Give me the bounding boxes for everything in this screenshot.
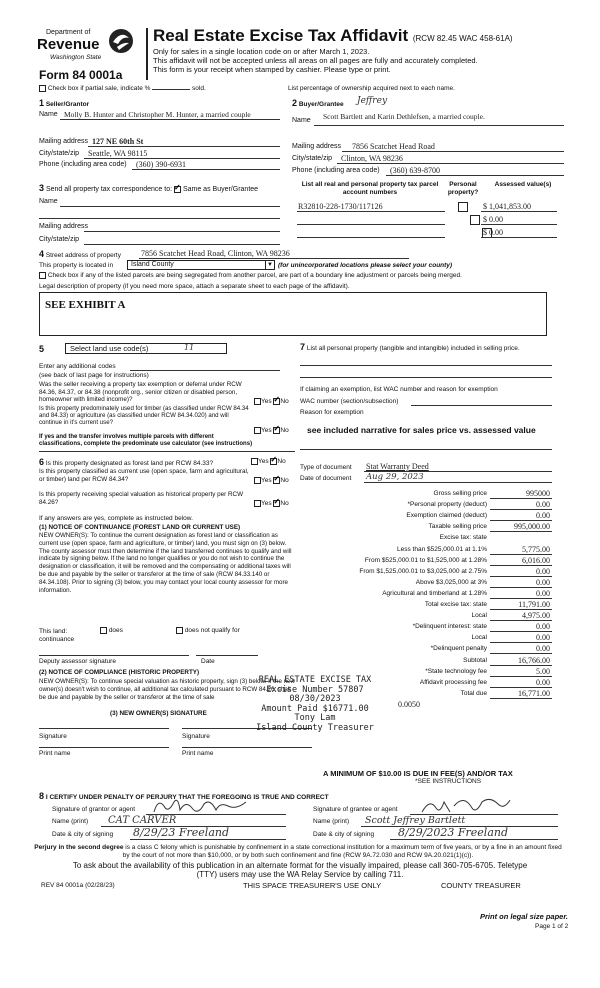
buyer-mail[interactable]: 7856 Scatchet Head Road [352, 142, 435, 151]
yes-label: Yes [261, 477, 272, 485]
timber-question-note: If yes and the transfer involves multiple parcels with different classifications, complete the predominate use calculator (see instructions) [39, 434, 253, 447]
correspondence-label: Send all property tax correspondence to: [45, 186, 173, 193]
buyer-name[interactable]: Scott Bartlett and Karin Dethlefsen, a married couple. [323, 112, 485, 121]
calc-row-label: From $525,000.01 to $1,525,000 at 1.28% [364, 556, 487, 564]
partial-sale-checkbox[interactable] [39, 85, 46, 92]
treasurer-only: THIS SPACE TREASURER'S USE ONLY [243, 881, 382, 890]
stamp-line4: Amount Paid $16771.00 [261, 703, 369, 714]
legal-description-box[interactable] [39, 292, 547, 336]
calc-row-label: Total excise tax: state [424, 601, 487, 608]
calc-row-value[interactable]: 0.00 [536, 588, 550, 598]
calc-row-value[interactable]: 11,791.00 [518, 600, 550, 609]
yes-label: Yes [258, 458, 269, 466]
header-note-1: Only for sales in a single location code on or after March 1, 2023. [153, 47, 370, 56]
calc-row-label: Excise tax: state [439, 534, 487, 542]
does-label: does [108, 627, 123, 635]
seller-mail-label: Mailing address [39, 138, 89, 145]
calc-row-value[interactable]: 6,016.00 [522, 555, 550, 565]
stamp-line6: Island County Treasurer [256, 722, 374, 733]
personal-property-checkbox-2[interactable] [470, 215, 480, 225]
historic-question: Is this property receiving special valuation as historical property per RCW 84.26? [39, 491, 244, 506]
header-note-3: This form is your receipt when stamped by cashier. Please type or print. [153, 65, 391, 74]
land-use-select[interactable] [65, 343, 227, 354]
located-note: (for unincorporated locations please select your county) [278, 262, 453, 269]
no-label: No [280, 427, 289, 435]
current-use-question: Is this property classified as current use (open space, farm and agricultural, or timber) land per RCW 84.34? [39, 468, 249, 483]
calc-row-value[interactable]: 0.00 [536, 633, 550, 643]
seller-phone[interactable]: (360) 390-6931 [136, 160, 186, 169]
dept-line2: Revenue [37, 36, 100, 53]
calc-row-value[interactable]: 0.00 [536, 577, 550, 587]
street-label: Street address of property [45, 252, 121, 259]
timber-no-checkbox[interactable] [273, 427, 280, 434]
buyer-phone[interactable]: (360) 639-8700 [390, 166, 440, 175]
assessed-value-2[interactable]: $ 0.00 [483, 215, 503, 224]
owner-sig-label-1: Signature [39, 733, 67, 740]
no-label: No [277, 458, 286, 466]
same-as-buyer-label: Same as Buyer/Grantee [182, 186, 259, 193]
calc-row-value[interactable]: 0.00 [536, 677, 550, 687]
deputy-date-label: Date [201, 658, 215, 665]
personal-col-header: Personal property? [447, 181, 479, 196]
yes-label: Yes [261, 398, 272, 406]
seller-name[interactable]: Molly B. Hunter and Christopher M. Hunter, a married couple [64, 110, 251, 119]
ownership-note: List percentage of ownership acquired next to each name. [288, 85, 455, 92]
wac-label: WAC number (section/subsection) [300, 398, 399, 405]
county-select[interactable] [127, 260, 275, 270]
land-use-value: 11 [184, 343, 195, 352]
calc-row-label: From $1,525,000.01 to $3,025,000 at 2.75% [359, 567, 487, 575]
no-label: No [280, 477, 289, 485]
owner-print-label-1: Print name [39, 750, 71, 757]
exemption-question: Was the seller receiving a property tax exemption or deferral under RCW 84.36, 84.37, or 84.38 (nonprofit org., senior citizen or disabled person, homeowner with limited income)? [39, 381, 242, 403]
forest-yes-checkbox[interactable] [251, 458, 258, 465]
personal-property-label: List all personal property (tangible and intangible) included in selling price. [306, 345, 520, 352]
calc-row-label: Local [471, 612, 487, 620]
doc-date[interactable]: Aug 29, 2023 [366, 472, 424, 482]
grantor-name[interactable]: CAT CARVER [108, 815, 177, 826]
notice3-title: (3) NEW OWNER(S) SIGNATURE [110, 710, 207, 717]
rev-number: REV 84 0001a (02/28/23) [41, 882, 115, 889]
minimum-due: A MINIMUM OF $10.00 IS DUE IN FEE(S) AND/OR TAX [323, 769, 513, 778]
seller-name-label: Name [39, 111, 58, 118]
notice1-title: (1) NOTICE OF CONTINUANCE (FOREST LAND OR CURRENT USE) [39, 524, 241, 531]
stamp-line5: Tony Lam [294, 713, 336, 723]
segregated-label: Check box if any of the listed parcels are being segregated from another parcel, are part of a boundary line adjustment or parcels being merged. [47, 272, 462, 280]
stamp-line2: Excise Number 57807 [266, 684, 364, 695]
doc-type-label: Type of document [300, 464, 352, 471]
header-note-2: This affidavit will not be accepted unless all areas on all pages are fully and accurately completed. [153, 56, 478, 65]
calc-row-label: *Delinquent penalty [430, 645, 487, 653]
buyer-mail-label: Mailing address [292, 143, 342, 150]
see-back: (see back of last page for instructions) [39, 372, 149, 379]
forest-question: Is this property designated as forest land per RCW 84.33? [45, 460, 214, 467]
assessed-value-3[interactable]: $ 0.00 [483, 228, 503, 237]
assessed-value-1[interactable]: $ 1,041,853.00 [483, 202, 531, 211]
calc-row-value[interactable]: 0.00 [536, 566, 550, 576]
grantee-date-city[interactable]: 8/29/2023 Freeland [398, 826, 509, 839]
sig-grantor-label: Signature of grantor or agent [52, 806, 136, 813]
calc-row-value[interactable]: 16,766.00 [518, 655, 550, 665]
title-rcw: (RCW 82.45 WAC 458-61A) [412, 34, 513, 43]
buyer-heading: Buyer/Grantee [298, 101, 344, 108]
dept-line1: Department of [46, 29, 91, 36]
page-number: Page 1 of 2 [535, 923, 569, 930]
land-use-label: Select land use code(s) [70, 344, 149, 353]
timber-question: Is this property predominately used for timber (as classified under RCW 84.34 and 84.33) or agriculture (as classified under RCW 84.34.020) and will continue in it's current use? [39, 405, 249, 426]
dor-swoosh-icon [107, 28, 135, 54]
calc-row-label: Affidavit processing fee [419, 678, 487, 686]
calc-row-value[interactable]: 0.00 [536, 500, 550, 510]
yes-label: Yes [261, 427, 272, 435]
calc-row-value[interactable]: 16,771.00 [518, 688, 550, 698]
partial-sale-sold: sold. [192, 85, 206, 93]
legal-label: Legal description of property (if you need more space, attach a separate sheet to each page of the affidavit). [39, 283, 350, 290]
exempt-label: If claiming an exemption, list WAC number and reason for exemption [300, 386, 498, 393]
buyer-name-label: Name [292, 117, 311, 124]
partial-sale-label: Check box if partial sale, indicate % [47, 85, 151, 93]
perjury-text: is a class C felony which is punishable by confinement in a state correctional institution for a maximum term of five years, or by a fine in an amount fixed by the court of not more than $10,000, or by both such confinement and fine (RCW 9A.72.030 and RCW 9A.20.021(1)(c)). [122, 844, 562, 859]
treasurer-stamp [255, 676, 375, 733]
form-title [153, 26, 513, 46]
grantee-date-label: Date & city of signing [313, 831, 375, 838]
notice2-body: NEW OWNER(S): To continue special valuation as historic property, sign (3) below. If the new owner(s) doesn't wish to continue, all additional tax calculated pursuant to RCW 84.26, shall be due and payable by the seller or transferor at the time of sale [39, 678, 295, 701]
calc-row-label: Total due [460, 689, 487, 697]
owner-print-label-2: Print name [182, 750, 214, 757]
reason-label: Reason for exemption [300, 409, 364, 416]
partial-sale-row [39, 85, 206, 92]
exemption-yes-checkbox[interactable] [254, 398, 261, 405]
personal-property-checkbox-1[interactable] [458, 202, 468, 212]
doc-type[interactable]: Stat Warranty Deed [366, 462, 429, 471]
located-label: This property is located in [39, 262, 114, 269]
calc-row-value[interactable]: 0.00 [536, 511, 550, 521]
current-use-no-checkbox[interactable] [273, 477, 280, 484]
calc-row-value[interactable]: 995000 [526, 489, 550, 498]
notice2-title: (2) NOTICE OF COMPLIANCE (HISTORIC PROPERTY) [39, 669, 200, 676]
perjury-bold: Perjury in the second degree [34, 844, 124, 851]
does-not-label: does not qualify for [184, 627, 240, 635]
see-instructions: *SEE INSTRUCTIONS [415, 778, 482, 785]
additional-codes-label: Enter any additional codes [39, 363, 116, 370]
calc-row-label: Agricultural and timberland at 1.28% [382, 589, 487, 597]
yes-label: Yes [261, 500, 272, 508]
accessibility-notice: To ask about the availability of this publication in an alternate format for the visually impaired, please call 360-705-6705. Teletype (TTY) users may use the WA Relay Service by calling 711. [72, 861, 528, 879]
no-label: No [280, 500, 289, 508]
answers-note: If any answers are yes, complete as instructed below. [39, 515, 193, 522]
calc-row-label: Taxable selling price [428, 523, 487, 531]
seller-mail[interactable]: 127 NE 60th St [92, 137, 144, 146]
grantor-date-city[interactable]: 8/29/23 Freeland [133, 826, 230, 839]
calc-row-label: *Personal property (deduct) [407, 501, 487, 509]
buyer-phone-label: Phone (including area code) [292, 167, 380, 174]
notice1-body: NEW OWNER(S): To continue the current designation as forest land or classification as current use (open space, farm and agriculture, or timber) land, you must sign on (3) below. The county assessor must then determine if the land transferred continues to qualify and will indicate by signing below. If the land no longer qualifies or you do not wish to continue the designation or classification, it will be removed and the compensating or additional taxes will be due and payable by the seller or transferor at the time of sale (RCW 84.33.140 or 84.34.108). Prior to signing (3) below, you may contact your local county assessor for more information. [39, 532, 292, 594]
seller-phone-label: Phone (including area code) [39, 161, 127, 168]
no-label: No [280, 398, 289, 406]
local-rate: 0.0050 [398, 700, 420, 709]
certify-heading: I CERTIFY UNDER PENALTY OF PERJURY THAT THE FOREGOING IS TRUE AND CORRECT [45, 794, 329, 801]
grantee-name[interactable]: Scott Jeffrey Bartlett [365, 815, 466, 826]
perjury-notice [34, 844, 562, 859]
grantee-signature-scrawl [420, 794, 520, 816]
county-treasurer: COUNTY TREASURER [441, 881, 521, 890]
dor-logo [32, 26, 142, 66]
exemption-no-checkbox[interactable] [273, 398, 280, 405]
historic-no-checkbox[interactable] [273, 500, 280, 507]
same-as-buyer-checkbox[interactable] [174, 186, 181, 193]
grantee-signature[interactable] [420, 794, 520, 816]
buyer-city-label: City/state/zip [292, 155, 333, 162]
print-legal: Print on legal size paper. [480, 912, 568, 921]
continuance-label: continuance [39, 636, 75, 643]
calc-row-label: Less than $525,000.01 at 1.1% [397, 545, 487, 553]
calc-row-label: Gross selling price [433, 490, 487, 497]
calc-row-value[interactable]: 4,975.00 [522, 611, 550, 621]
timber-yes-checkbox[interactable] [254, 427, 261, 434]
calc-row-label: Subtotal [463, 656, 487, 664]
buyer-city[interactable]: Clinton, WA 98236 [341, 154, 403, 163]
parcel-col-header: List all real and personal property tax parcel account numbers [301, 181, 439, 196]
current-use-yes-checkbox[interactable] [254, 477, 261, 484]
exemption-narrative[interactable]: see included narrative for sales price vs. assessed value [307, 425, 536, 435]
corr-name-label: Name [39, 198, 58, 205]
does-qualify-checkbox[interactable] [100, 627, 107, 634]
calc-row-label: Exemption claimed (deduct) [406, 512, 487, 520]
calc-row-value[interactable]: 5,775.00 [522, 544, 550, 554]
historic-yes-checkbox[interactable] [254, 500, 261, 507]
assessed-col-header: Assessed value(s) [494, 181, 552, 188]
dept-line3: Washington State [50, 54, 102, 61]
calc-row-label: *State technology fee [425, 667, 487, 675]
corr-city-label: City/state/zip [39, 236, 80, 243]
county-value: Island County [131, 261, 174, 268]
seller-city[interactable]: Seattle, WA 98115 [88, 149, 148, 158]
legal-description: SEE EXHIBIT A [45, 299, 126, 311]
title-text: Real Estate Excise Tax Affidavit [153, 26, 409, 45]
stamp-line1: REAL ESTATE EXCISE TAX [258, 675, 372, 685]
does-not-qualify-checkbox[interactable] [176, 627, 183, 634]
calc-row-label: *Delinquent interest: state [412, 623, 487, 631]
chevron-down-icon: ▼ [265, 261, 274, 270]
buyer-handwritten-first: Jeffrey [357, 96, 388, 106]
grantor-date-label: Date & city of signing [52, 831, 114, 838]
calc-row-label: Local [471, 634, 487, 642]
segregated-checkbox[interactable] [39, 272, 46, 279]
corr-mail-label: Mailing address [39, 223, 89, 230]
calc-row-value[interactable]: 5.00 [536, 666, 550, 676]
grantee-name-label: Name (print) [313, 818, 350, 825]
this-land-label: This land: [39, 628, 68, 635]
forest-no-checkbox[interactable] [270, 458, 277, 465]
calc-row-value[interactable]: 995,000.00 [514, 522, 550, 532]
calc-row-label: Above $3,025,000 at 3% [415, 578, 487, 586]
parcel-number-1[interactable]: R32810-228-1730/117126 [298, 202, 383, 211]
street-address[interactable]: 7856 Scatchet Head Road, Clinton, WA 98236 [141, 249, 290, 258]
calc-row-value[interactable]: 0.00 [536, 622, 550, 632]
stamp-line3: 08/30/2023 [289, 694, 341, 704]
calc-row-value[interactable]: 0.00 [536, 644, 550, 654]
sig-grantee-label: Signature of grantee or agent [313, 806, 398, 813]
seller-city-label: City/state/zip [39, 150, 80, 157]
deputy-sig-label: Deputy assessor signature [39, 658, 116, 665]
owner-sig-label-2: Signature [182, 733, 210, 740]
seller-heading: Seller/Grantor [45, 101, 90, 108]
grantor-name-label: Name (print) [52, 818, 89, 825]
form-number: Form 84 0001a [39, 68, 123, 82]
doc-date-label: Date of document [300, 475, 352, 482]
